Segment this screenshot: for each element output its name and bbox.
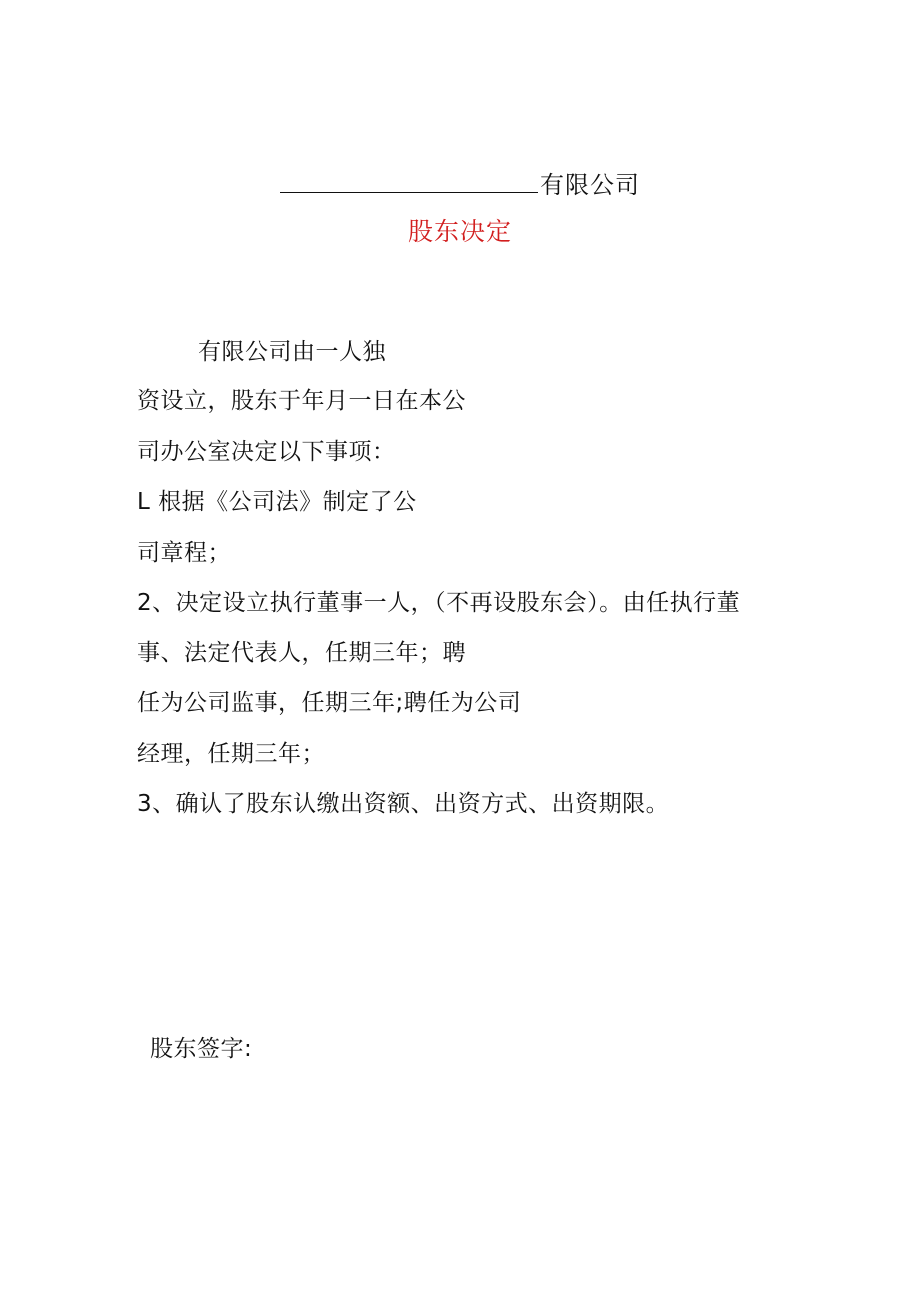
signature-label: 股东签字: <box>150 1036 253 1062</box>
company-name-title <box>0 166 920 202</box>
body-line-6: 2、决定设立执行董事一人，（不再设股东会）。由任执行董 <box>137 590 741 616</box>
body-line-5: 司章程； <box>137 540 231 566</box>
body-line-9: 经理，任期三年； <box>137 741 325 767</box>
document-subtitle: 股东决定 <box>407 217 512 246</box>
body-line-4: L 根据《公司法》制定了公 <box>137 489 417 515</box>
company-name-blank <box>280 166 538 193</box>
body-line-10: 3、确认了股东认缴出资额、出资方式、出资期限。 <box>137 791 670 817</box>
body-line-3: 司办公室决定以下事项： <box>137 439 396 465</box>
body-line-8: 任为公司监事，任期三年;聘任为公司 <box>137 690 522 716</box>
body-line-7: 事、法定代表人，任期三年；聘 <box>137 640 466 666</box>
title-suffix: 有限公司 <box>540 171 640 199</box>
body-line-2: 资设立，股东于年月一日在本公 <box>137 388 466 414</box>
body-line-1: 有限公司由一人独 <box>198 339 386 365</box>
